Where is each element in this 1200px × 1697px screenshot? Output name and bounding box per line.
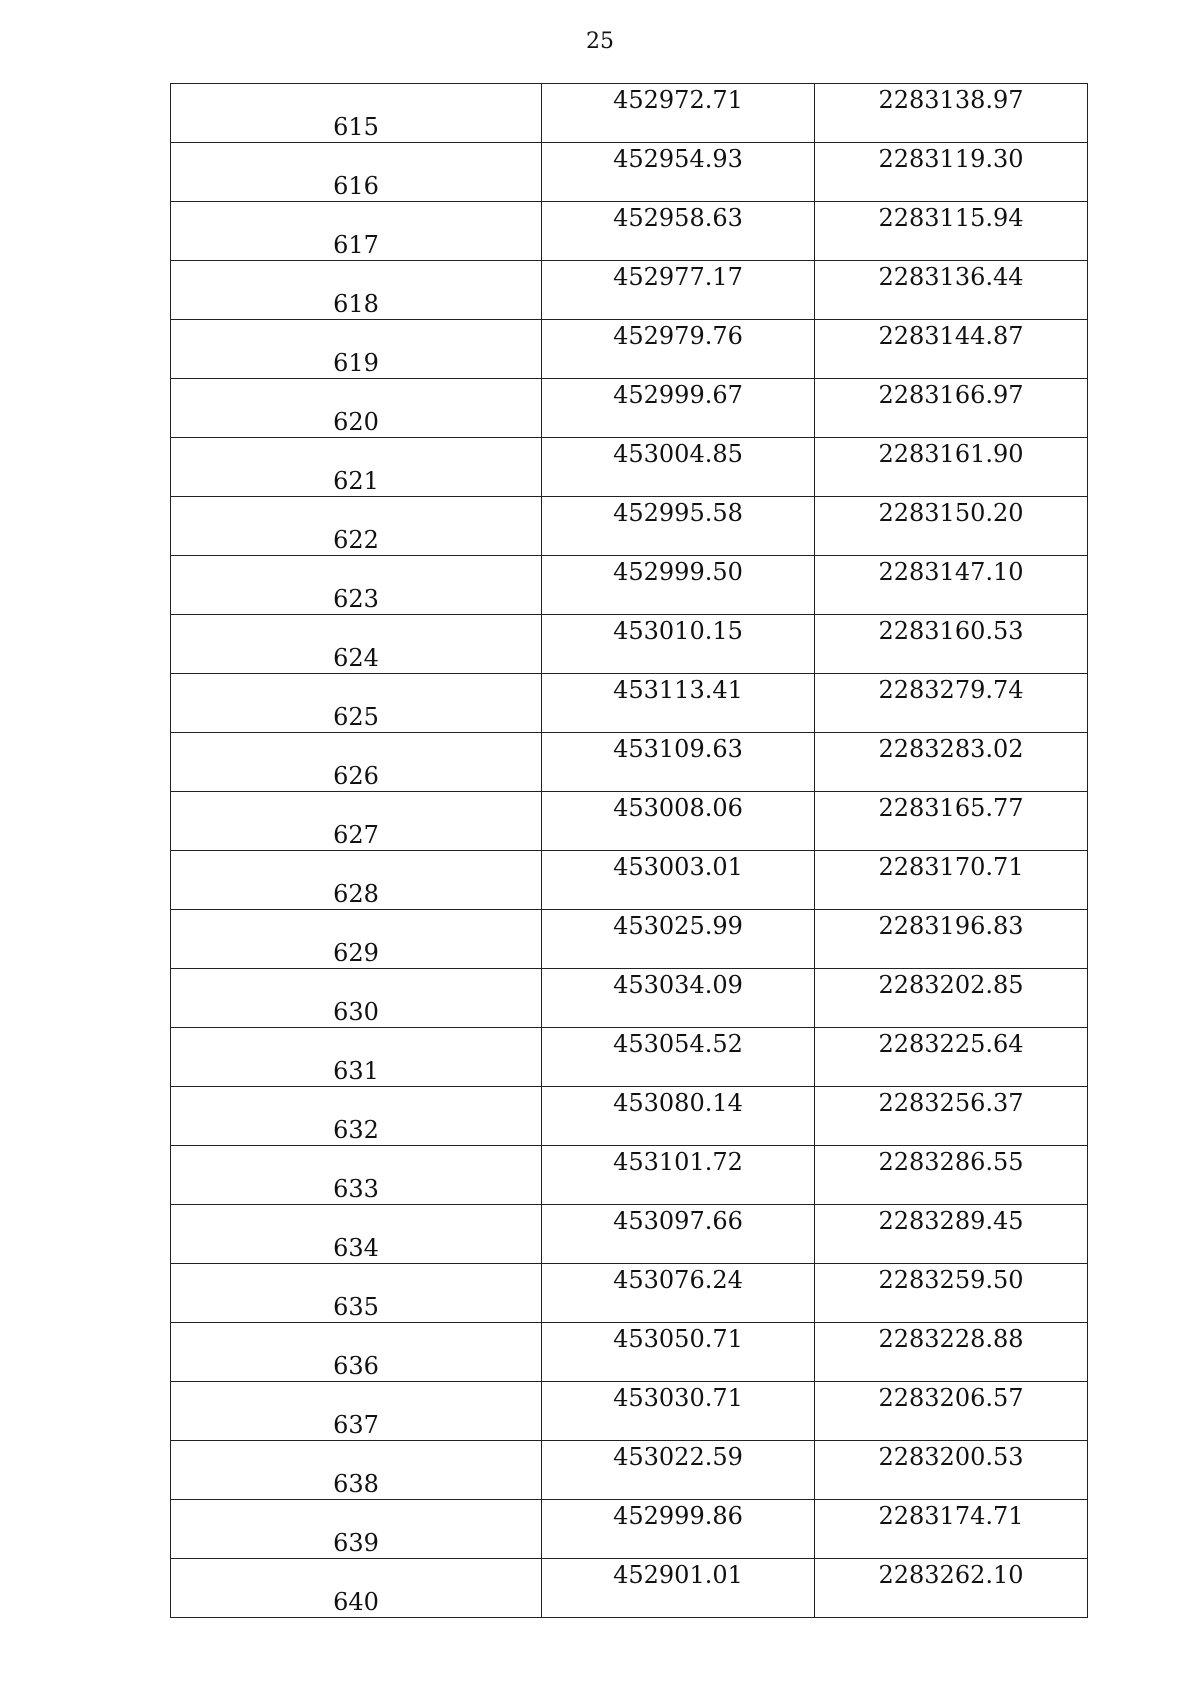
y-coordinate-cell — [815, 1264, 1088, 1323]
x-coordinate-cell — [542, 1382, 815, 1441]
y-coordinate-cell — [815, 1382, 1088, 1441]
y-coordinate-value: 2283196.83 — [878, 912, 1024, 940]
y-coordinate-value: 2283160.53 — [878, 617, 1024, 645]
y-coordinate-value: 2283206.57 — [878, 1384, 1024, 1412]
y-coordinate-cell — [815, 84, 1088, 143]
x-coordinate-cell — [542, 910, 815, 969]
x-coordinate-cell — [542, 615, 815, 674]
x-coordinate-cell — [542, 674, 815, 733]
y-coordinate-value: 2283165.77 — [878, 794, 1024, 822]
x-coordinate-value: 452999.67 — [613, 381, 743, 409]
table-row — [171, 1028, 1088, 1087]
y-coordinate-value: 2283256.37 — [878, 1089, 1024, 1117]
point-number-value: 631 — [333, 1057, 379, 1085]
table-row — [171, 320, 1088, 379]
y-coordinate-value: 2283147.10 — [878, 558, 1024, 586]
y-coordinate-value: 2283289.45 — [878, 1207, 1024, 1235]
point-number-value: 624 — [333, 644, 379, 672]
x-coordinate-cell — [542, 556, 815, 615]
point-number-cell — [171, 969, 542, 1028]
table-row — [171, 438, 1088, 497]
point-number-value: 617 — [333, 231, 379, 259]
y-coordinate-value: 2283136.44 — [878, 263, 1024, 291]
y-coordinate-value: 2283119.30 — [878, 145, 1024, 173]
point-number-value: 634 — [333, 1234, 379, 1262]
table-row — [171, 1441, 1088, 1500]
y-coordinate-cell — [815, 1323, 1088, 1382]
point-number-cell — [171, 615, 542, 674]
table-row — [171, 1146, 1088, 1205]
y-coordinate-value: 2283225.64 — [878, 1030, 1024, 1058]
y-coordinate-value: 2283200.53 — [878, 1443, 1024, 1471]
point-number-cell — [171, 320, 542, 379]
x-coordinate-cell — [542, 969, 815, 1028]
point-number-value: 626 — [333, 762, 379, 790]
table-row — [171, 84, 1088, 143]
point-number-value: 640 — [333, 1588, 379, 1616]
point-number-cell — [171, 1146, 542, 1205]
table-row — [171, 497, 1088, 556]
coordinates-table — [170, 83, 1088, 1618]
x-coordinate-cell — [542, 1205, 815, 1264]
table-row — [171, 1559, 1088, 1618]
y-coordinate-value: 2283259.50 — [878, 1266, 1024, 1294]
y-coordinate-cell — [815, 143, 1088, 202]
table-row — [171, 202, 1088, 261]
table-row — [171, 143, 1088, 202]
x-coordinate-value: 452958.63 — [613, 204, 743, 232]
x-coordinate-value: 453003.01 — [613, 853, 743, 881]
y-coordinate-cell — [815, 674, 1088, 733]
point-number-value: 635 — [333, 1293, 379, 1321]
point-number-cell — [171, 1205, 542, 1264]
x-coordinate-value: 452901.01 — [613, 1561, 743, 1589]
point-number-value: 622 — [333, 526, 379, 554]
x-coordinate-value: 452999.50 — [613, 558, 743, 586]
x-coordinate-cell — [542, 1559, 815, 1618]
x-coordinate-value: 453076.24 — [613, 1266, 743, 1294]
y-coordinate-cell — [815, 261, 1088, 320]
y-coordinate-cell — [815, 733, 1088, 792]
point-number-value: 621 — [333, 467, 379, 495]
x-coordinate-value: 453025.99 — [613, 912, 743, 940]
x-coordinate-value: 453080.14 — [613, 1089, 743, 1117]
y-coordinate-value: 2283262.10 — [878, 1561, 1024, 1589]
y-coordinate-cell — [815, 497, 1088, 556]
x-coordinate-cell — [542, 143, 815, 202]
y-coordinate-cell — [815, 1500, 1088, 1559]
y-coordinate-value: 2283279.74 — [878, 676, 1024, 704]
x-coordinate-cell — [542, 733, 815, 792]
table-row — [171, 1382, 1088, 1441]
point-number-value: 636 — [333, 1352, 379, 1380]
point-number-cell — [171, 202, 542, 261]
point-number-value: 619 — [333, 349, 379, 377]
point-number-value: 629 — [333, 939, 379, 967]
y-coordinate-value: 2283115.94 — [878, 204, 1024, 232]
x-coordinate-cell — [542, 379, 815, 438]
x-coordinate-value: 452995.58 — [613, 499, 743, 527]
table-row — [171, 379, 1088, 438]
y-coordinate-cell — [815, 851, 1088, 910]
x-coordinate-cell — [542, 497, 815, 556]
y-coordinate-value: 2283150.20 — [878, 499, 1024, 527]
table-row — [171, 615, 1088, 674]
point-number-cell — [171, 792, 542, 851]
y-coordinate-value: 2283166.97 — [878, 381, 1024, 409]
table-row — [171, 733, 1088, 792]
point-number-value: 620 — [333, 408, 379, 436]
x-coordinate-cell — [542, 1028, 815, 1087]
table-row — [171, 910, 1088, 969]
x-coordinate-cell — [542, 1500, 815, 1559]
point-number-value: 630 — [333, 998, 379, 1026]
y-coordinate-cell — [815, 320, 1088, 379]
y-coordinate-cell — [815, 379, 1088, 438]
y-coordinate-cell — [815, 1087, 1088, 1146]
x-coordinate-cell — [542, 851, 815, 910]
point-number-cell — [171, 556, 542, 615]
y-coordinate-cell — [815, 202, 1088, 261]
table-row — [171, 1087, 1088, 1146]
x-coordinate-cell — [542, 1441, 815, 1500]
y-coordinate-value: 2283174.71 — [878, 1502, 1024, 1530]
point-number-cell — [171, 261, 542, 320]
point-number-value: 637 — [333, 1411, 379, 1439]
point-number-cell — [171, 1028, 542, 1087]
point-number-cell — [171, 910, 542, 969]
x-coordinate-cell — [542, 1323, 815, 1382]
y-coordinate-value: 2283144.87 — [878, 322, 1024, 350]
point-number-cell — [171, 497, 542, 556]
table-row — [171, 851, 1088, 910]
table-row — [171, 1205, 1088, 1264]
point-number-cell — [171, 851, 542, 910]
x-coordinate-value: 453054.52 — [613, 1030, 743, 1058]
table-row — [171, 969, 1088, 1028]
x-coordinate-value: 452977.17 — [613, 263, 743, 291]
point-number-value: 616 — [333, 172, 379, 200]
x-coordinate-value: 453022.59 — [613, 1443, 743, 1471]
x-coordinate-cell — [542, 792, 815, 851]
x-coordinate-value: 453030.71 — [613, 1384, 743, 1412]
x-coordinate-cell — [542, 320, 815, 379]
x-coordinate-cell — [542, 1146, 815, 1205]
y-coordinate-value: 2283228.88 — [878, 1325, 1024, 1353]
x-coordinate-value: 453034.09 — [613, 971, 743, 999]
y-coordinate-value: 2283161.90 — [878, 440, 1024, 468]
table-row — [171, 674, 1088, 733]
point-number-cell — [171, 1323, 542, 1382]
point-number-cell — [171, 1441, 542, 1500]
point-number-cell — [171, 1264, 542, 1323]
point-number-value: 615 — [333, 113, 379, 141]
x-coordinate-value: 453101.72 — [613, 1148, 743, 1176]
x-coordinate-cell — [542, 84, 815, 143]
point-number-cell — [171, 1559, 542, 1618]
x-coordinate-value: 452979.76 — [613, 322, 743, 350]
x-coordinate-cell — [542, 261, 815, 320]
point-number-value: 627 — [333, 821, 379, 849]
x-coordinate-cell — [542, 1087, 815, 1146]
table-row — [171, 261, 1088, 320]
point-number-value: 639 — [333, 1529, 379, 1557]
point-number-cell — [171, 674, 542, 733]
point-number-cell — [171, 1382, 542, 1441]
x-coordinate-value: 453010.15 — [613, 617, 743, 645]
x-coordinate-value: 453109.63 — [613, 735, 743, 763]
point-number-value: 628 — [333, 880, 379, 908]
point-number-cell — [171, 143, 542, 202]
point-number-cell — [171, 1087, 542, 1146]
point-number-value: 633 — [333, 1175, 379, 1203]
y-coordinate-cell — [815, 1559, 1088, 1618]
point-number-cell — [171, 379, 542, 438]
x-coordinate-value: 453097.66 — [613, 1207, 743, 1235]
table-row — [171, 1500, 1088, 1559]
point-number-cell — [171, 1500, 542, 1559]
y-coordinate-value: 2283286.55 — [878, 1148, 1024, 1176]
point-number-value: 623 — [333, 585, 379, 613]
y-coordinate-cell — [815, 910, 1088, 969]
point-number-value: 632 — [333, 1116, 379, 1144]
y-coordinate-cell — [815, 1146, 1088, 1205]
coordinates-table-body — [171, 84, 1088, 1618]
x-coordinate-cell — [542, 202, 815, 261]
point-number-cell — [171, 733, 542, 792]
y-coordinate-cell — [815, 1028, 1088, 1087]
point-number-value: 625 — [333, 703, 379, 731]
point-number-cell — [171, 84, 542, 143]
table-row — [171, 556, 1088, 615]
table-row — [171, 1323, 1088, 1382]
y-coordinate-cell — [815, 969, 1088, 1028]
table-row — [171, 1264, 1088, 1323]
point-number-cell — [171, 438, 542, 497]
x-coordinate-value: 452999.86 — [613, 1502, 743, 1530]
point-number-value: 638 — [333, 1470, 379, 1498]
y-coordinate-value: 2283170.71 — [878, 853, 1024, 881]
x-coordinate-value: 453004.85 — [613, 440, 743, 468]
y-coordinate-value: 2283202.85 — [878, 971, 1024, 999]
x-coordinate-cell — [542, 1264, 815, 1323]
x-coordinate-value: 453050.71 — [613, 1325, 743, 1353]
y-coordinate-cell — [815, 1441, 1088, 1500]
x-coordinate-value: 453113.41 — [613, 676, 743, 704]
y-coordinate-cell — [815, 438, 1088, 497]
table-row — [171, 792, 1088, 851]
x-coordinate-value: 453008.06 — [613, 794, 743, 822]
y-coordinate-value: 2283138.97 — [878, 86, 1024, 114]
y-coordinate-cell — [815, 556, 1088, 615]
y-coordinate-value: 2283283.02 — [878, 735, 1024, 763]
x-coordinate-cell — [542, 438, 815, 497]
y-coordinate-cell — [815, 1205, 1088, 1264]
x-coordinate-value: 452972.71 — [613, 86, 743, 114]
y-coordinate-cell — [815, 792, 1088, 851]
point-number-value: 618 — [333, 290, 379, 318]
y-coordinate-cell — [815, 615, 1088, 674]
page-number: 25 — [586, 29, 614, 54]
x-coordinate-value: 452954.93 — [613, 145, 743, 173]
